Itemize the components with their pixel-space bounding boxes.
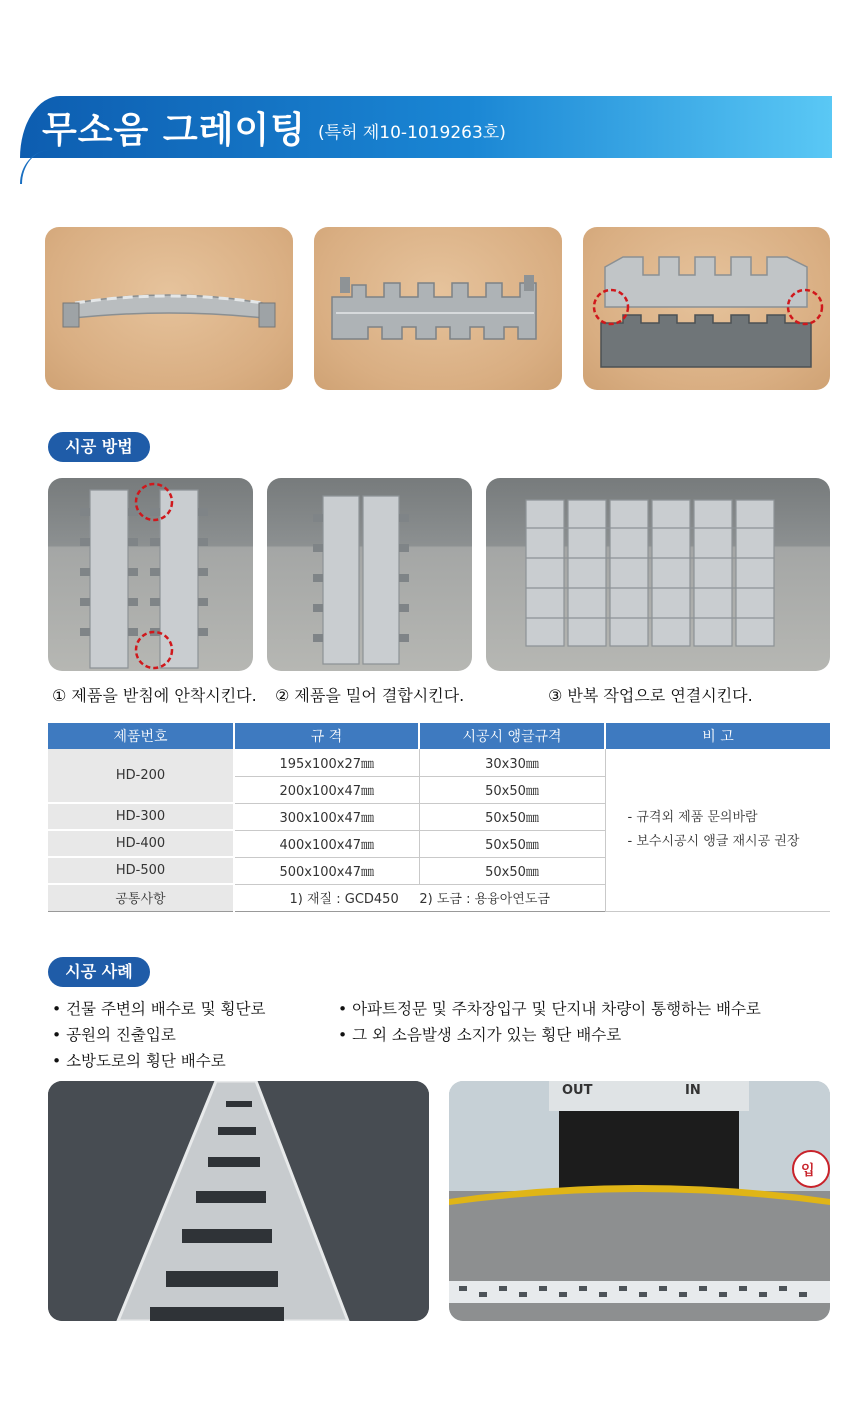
spec-size: 195x100x27㎜	[234, 749, 419, 776]
spec-angle: 50x50㎜	[419, 830, 605, 857]
spec-header-size: 규 격	[234, 723, 419, 749]
spec-angle: 50x50㎜	[419, 803, 605, 830]
spec-angle: 50x50㎜	[419, 776, 605, 803]
parking-in-sign: IN	[685, 1083, 701, 1098]
spec-notes	[605, 749, 830, 911]
product-photo-connection	[583, 227, 830, 390]
spec-model: HD-400	[48, 830, 234, 857]
install-photo-step3	[486, 478, 830, 671]
spec-common-text: 1) 재질 : GCD450 2) 도금 : 용융아연도금	[234, 884, 605, 911]
spec-angle: 30x30㎜	[419, 749, 605, 776]
list-item: • 건물 주변의 배수로 및 횡단로	[52, 996, 265, 1022]
product-photo-side	[45, 227, 293, 390]
spec-note-line: - 규격외 제품 문의바람	[627, 809, 758, 825]
install-step-1: ① 제품을 받침에 안착시킨다.	[52, 686, 257, 705]
list-item: • 공원의 진출입로	[52, 1022, 265, 1048]
install-step-2: ② 제품을 밀어 결합시킨다.	[275, 686, 465, 705]
cases-label: 시공 사례	[48, 957, 150, 987]
spec-angle: 50x50㎜	[419, 857, 605, 884]
spec-size: 200x100x47㎜	[234, 776, 419, 803]
cases-bullets-right	[338, 996, 761, 1048]
product-photo-top	[314, 227, 562, 390]
spec-model: HD-300	[48, 803, 234, 830]
spec-size: 300x100x47㎜	[234, 803, 419, 830]
install-step-3: ③ 반복 작업으로 연결시킨다.	[548, 686, 753, 705]
spec-size: 500x100x47㎜	[234, 857, 419, 884]
spec-note-line: - 보수시공시 앵글 재시공 권장	[627, 833, 800, 849]
spec-size: 400x100x47㎜	[234, 830, 419, 857]
case-photo-drain	[48, 1081, 429, 1321]
list-item: • 소방도로의 횡단 배수로	[52, 1048, 265, 1074]
parking-out-sign: OUT	[562, 1083, 593, 1098]
spec-table	[48, 723, 830, 912]
spec-header-note: 비 고	[605, 723, 830, 749]
spec-model: HD-500	[48, 857, 234, 884]
cases-bullets-left	[52, 996, 265, 1074]
patent-subtitle: (특허 제10-1019263호)	[318, 123, 506, 143]
install-method-label: 시공 방법	[48, 432, 150, 462]
parking-entrance-sign: 입	[801, 1163, 815, 1179]
list-item: • 그 외 소음발생 소지가 있는 횡단 배수로	[338, 1022, 761, 1048]
spec-common-label: 공통사항	[48, 884, 234, 911]
spec-header-model: 제품번호	[48, 723, 234, 749]
spec-header-angle: 시공시 앵글규격	[419, 723, 605, 749]
list-item: • 아파트정문 및 주차장입구 및 단지내 차량이 통행하는 배수로	[338, 996, 761, 1022]
case-photo-parking	[449, 1081, 830, 1321]
install-photo-step1	[48, 478, 253, 671]
page-title: 무소음 그레이팅	[42, 110, 306, 151]
spec-model: HD-200	[48, 749, 234, 803]
table-row	[48, 749, 830, 776]
install-photo-step2	[267, 478, 472, 671]
